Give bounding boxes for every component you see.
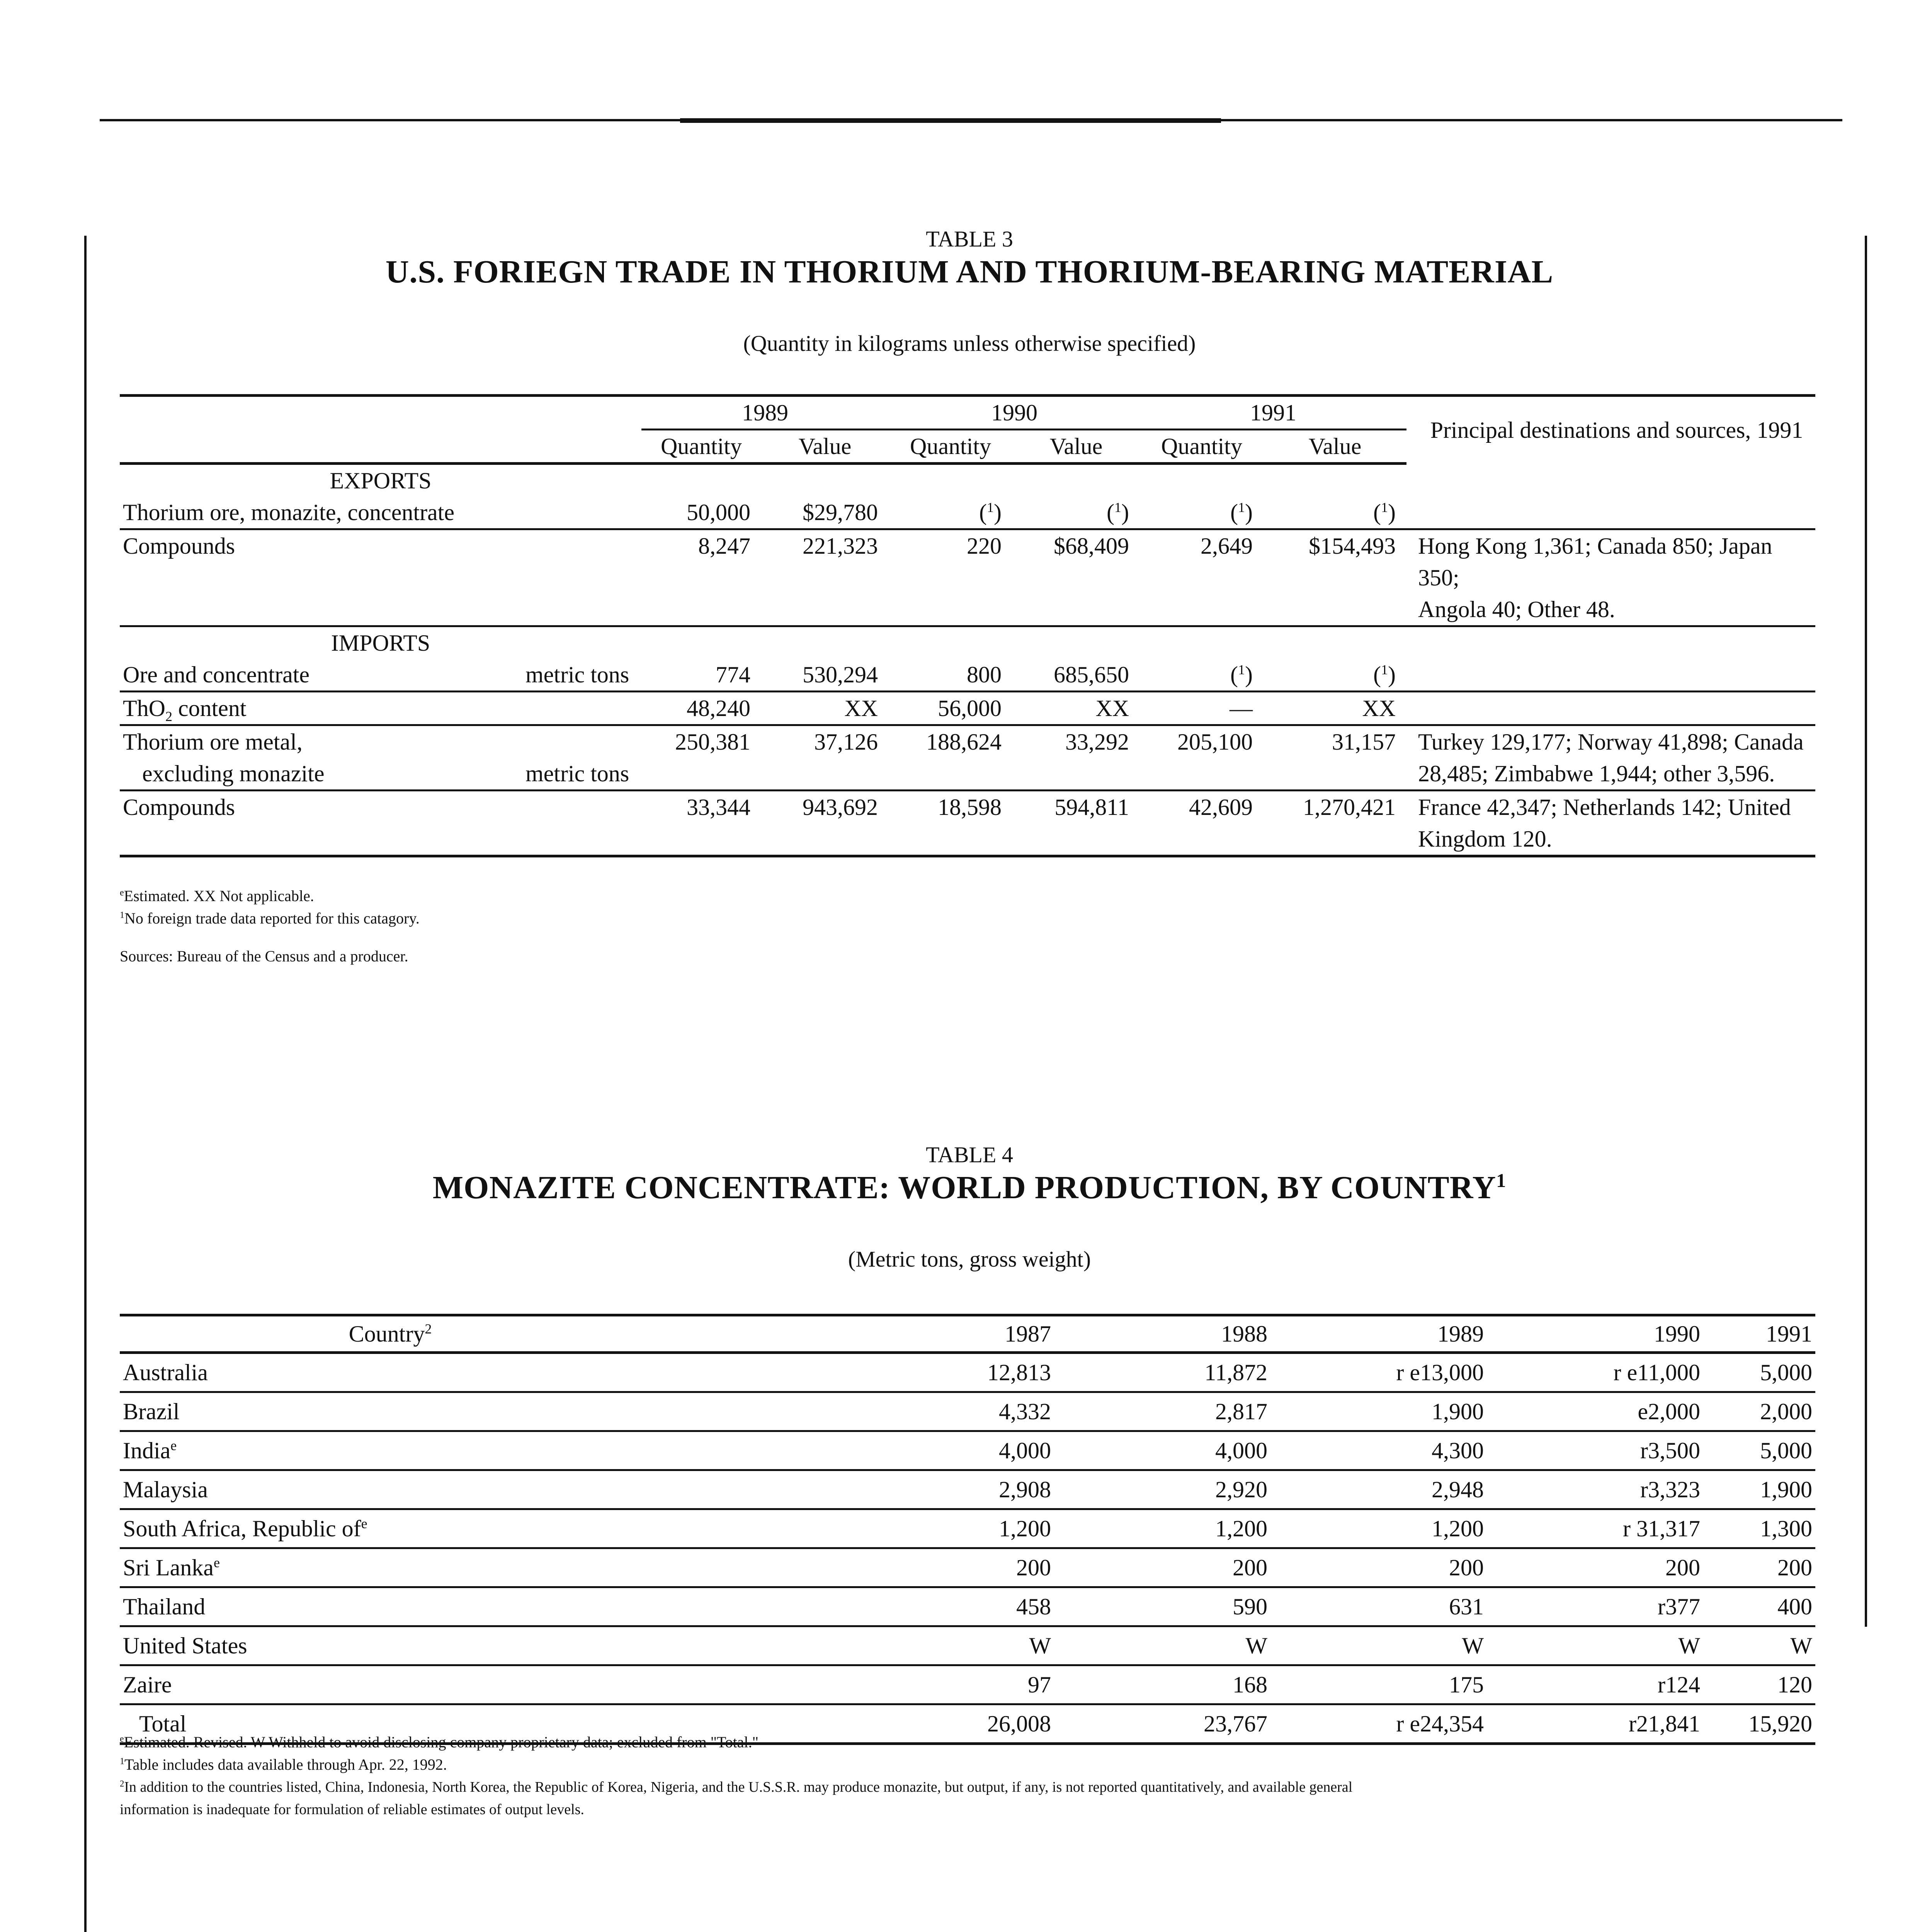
year-header: 1989	[1270, 1315, 1487, 1353]
cell: 15,920	[1703, 1704, 1815, 1744]
country-name: Thailand	[123, 1594, 206, 1619]
row-label-text: excluding monazite	[142, 761, 325, 786]
country-name: Brazil	[123, 1399, 180, 1424]
left-margin-bar	[84, 236, 87, 1932]
table-row	[120, 1587, 1815, 1626]
cell: W	[1054, 1626, 1270, 1665]
country-cell	[120, 1509, 661, 1548]
table4-body	[120, 1353, 1815, 1704]
cell: 97	[661, 1665, 1054, 1704]
cell: 37,126	[761, 725, 889, 791]
footnote-text: No foreign trade data reported for this catagory.	[124, 910, 420, 927]
country-cell	[120, 1587, 661, 1626]
dest-line: Angola 40; Other 48.	[1418, 597, 1615, 622]
footnote-ref: e	[170, 1438, 177, 1453]
cell: r3,323	[1487, 1470, 1703, 1509]
year-header: 1990	[1487, 1315, 1703, 1353]
cell: 200	[661, 1548, 1054, 1587]
quantity-header: Quantity	[889, 430, 1012, 464]
cell: 458	[661, 1587, 1054, 1626]
table-row	[120, 1548, 1815, 1587]
table-row	[120, 1626, 1815, 1665]
country-name: Sri Lanka	[123, 1555, 214, 1580]
dest-cell	[1406, 529, 1815, 626]
cell: 200	[1054, 1548, 1270, 1587]
cell: 50,000	[641, 497, 761, 529]
row-label-text: Thorium ore metal,	[123, 729, 303, 755]
table-row	[120, 529, 1815, 626]
country-name: Malaysia	[123, 1477, 208, 1502]
country-name: Australia	[123, 1360, 208, 1385]
country-name: South Africa, Republic of	[123, 1516, 361, 1541]
cell: W	[661, 1626, 1054, 1665]
cell: r124	[1487, 1665, 1703, 1704]
row-unit: metric tons	[526, 725, 641, 791]
cell: e2,000	[1487, 1392, 1703, 1431]
cell: 200	[1703, 1548, 1815, 1587]
subscript: 2	[165, 709, 172, 724]
cell: 12,813	[661, 1353, 1054, 1392]
table3-number: TABLE 3	[926, 226, 1013, 252]
table4-subtitle: (Metric tons, gross weight)	[848, 1247, 1091, 1272]
table-row	[120, 692, 1815, 725]
section-row	[120, 464, 1815, 497]
cell: 205,100	[1140, 725, 1264, 791]
section-row	[120, 626, 1815, 659]
footnote-e: $^e$Estimated. XX Not applicable.	[120, 887, 314, 905]
footnote-ref: 1	[1381, 500, 1388, 515]
table3-header-row1	[120, 396, 1815, 430]
cell: 4,000	[661, 1431, 1054, 1470]
cell: W	[1703, 1626, 1815, 1665]
footnote-text: information is inadequate for formulation of reliable estimates of output levels.	[120, 1801, 584, 1818]
country-cell	[120, 1431, 661, 1470]
footnote-text: Estimated. Revised. W Withheld to avoid disclosing company proprietary data; excluded from "Total."	[124, 1733, 759, 1751]
cell: 48,240	[641, 692, 761, 725]
cell: 631	[1270, 1587, 1487, 1626]
cell: $29,780	[761, 497, 889, 529]
row-label-text: content	[172, 696, 247, 721]
cell: —	[1140, 692, 1264, 725]
cell: 1,270,421	[1264, 791, 1406, 856]
value-header: Value	[761, 430, 889, 464]
cell: 943,692	[761, 791, 889, 856]
country-name: United States	[123, 1633, 247, 1658]
table4-number: TABLE 4	[926, 1142, 1013, 1167]
cell: XX	[761, 692, 889, 725]
cell: 2,649	[1140, 529, 1264, 626]
cell: 1,900	[1270, 1392, 1487, 1431]
cell: 31,157	[1264, 725, 1406, 791]
cell: 2,920	[1054, 1470, 1270, 1509]
footnote-ref: 1	[1238, 662, 1245, 677]
dest-line: 28,485; Zimbabwe 1,944; other 3,596.	[1418, 761, 1775, 786]
cell: 400	[1703, 1587, 1815, 1626]
year-header: 1991	[1703, 1315, 1815, 1353]
cell: 530,294	[761, 659, 889, 692]
cell: 800	[889, 659, 1012, 692]
cell: 1,200	[1270, 1509, 1487, 1548]
cell: r e11,000	[1487, 1353, 1703, 1392]
cell: 120	[1703, 1665, 1815, 1704]
table-row	[120, 791, 1815, 856]
footnote-2: $^2$In addition to the countries listed, China, Indonesia, North Korea, the Republic of Korea, Nigeria, and the U.S.S.R. may produce monazite, but output, if any, is not reported quantitatively, and available general information is inadequate for formulation of reliable estimates of output levels.	[120, 1779, 1353, 1818]
cell: 33,292	[1012, 725, 1140, 791]
cell: 33,344	[641, 791, 761, 856]
table-row	[120, 1470, 1815, 1509]
footnote-ref: e	[213, 1555, 220, 1570]
row-label: Thorium ore, monazite, concentrate	[120, 497, 641, 529]
table-row	[120, 1665, 1815, 1704]
footnote-ref: 1	[987, 500, 994, 515]
dest-header: Principal destinations and sources, 1991	[1406, 396, 1815, 464]
value-header: Value	[1264, 430, 1406, 464]
footnote-sources: Sources: Bureau of the Census and a producer.	[120, 947, 408, 965]
row-label	[120, 692, 641, 725]
footnote-text: In addition to the countries listed, China, Indonesia, North Korea, the Republic of Korea, Nigeria, and the U.S.S.R. may produce monazite, but output, if any, is not reported quantitatively, and available general	[124, 1779, 1353, 1795]
cell: 5,000	[1703, 1431, 1815, 1470]
cell: 11,872	[1054, 1353, 1270, 1392]
cell: 4,300	[1270, 1431, 1487, 1470]
cell: ($^1$)	[1264, 497, 1406, 529]
row-unit: metric tons	[526, 659, 641, 692]
footnote-e-r: $^e$Estimated. Revised. W Withheld to avoid disclosing company proprietary data; excluded from "Total."	[120, 1733, 759, 1751]
exports-label: EXPORTS	[330, 468, 432, 493]
cell: 590	[1054, 1587, 1270, 1626]
cell: W	[1487, 1626, 1703, 1665]
year-header: 1988	[1054, 1315, 1270, 1353]
cell: XX	[1012, 692, 1140, 725]
cell: 250,381	[641, 725, 761, 791]
total-label: Total	[120, 1704, 661, 1744]
cell: $68,409	[1012, 529, 1140, 626]
cell: 18,598	[889, 791, 1012, 856]
footnote-ref: 1	[1114, 500, 1122, 515]
cell: 4,332	[661, 1392, 1054, 1431]
table4-header-row	[120, 1315, 1815, 1353]
cell: 1,200	[661, 1509, 1054, 1548]
country-cell	[120, 1626, 661, 1665]
table-row	[120, 1353, 1815, 1392]
country-cell	[120, 1392, 661, 1431]
quantity-header: Quantity	[1140, 430, 1264, 464]
cell: 26,008	[661, 1704, 1054, 1744]
country-cell	[120, 1353, 661, 1392]
country-cell	[120, 1665, 661, 1704]
cell: 2,000	[1703, 1392, 1815, 1431]
dest-cell	[1406, 725, 1815, 791]
row-label: Compounds	[120, 791, 641, 856]
imports-label: IMPORTS	[331, 630, 430, 656]
cell: 8,247	[641, 529, 761, 626]
footnote-text: Table includes data available through Apr. 22, 1992.	[124, 1756, 447, 1773]
table-row	[120, 1509, 1815, 1548]
footnote-1: $^1$Table includes data available through Apr. 22, 1992.	[120, 1756, 447, 1773]
footnote-ref: 1	[1238, 500, 1245, 515]
country-name: India	[123, 1438, 171, 1463]
dest-line: France 42,347; Netherlands 142; United	[1418, 794, 1791, 820]
table3-subtitle: (Quantity in kilograms unless otherwise specified)	[743, 331, 1196, 356]
value-header: Value	[1012, 430, 1140, 464]
cell: 594,811	[1012, 791, 1140, 856]
cell: 220	[889, 529, 1012, 626]
table4-title-text: MONAZITE CONCENTRATE: WORLD PRODUCTION, BY COUNTRY	[432, 1170, 1497, 1206]
header-rule-thick	[680, 118, 1221, 123]
cell: 168	[1054, 1665, 1270, 1704]
cell: 1,300	[1703, 1509, 1815, 1548]
table-row	[120, 725, 1815, 791]
year-1989: 1989	[641, 396, 889, 430]
footnote-text: Estimated. XX Not applicable.	[124, 887, 314, 905]
row-label-text: ThO	[123, 696, 165, 721]
cell: 2,948	[1270, 1470, 1487, 1509]
table-row	[120, 659, 1815, 692]
cell: 685,650	[1012, 659, 1140, 692]
table4	[120, 1314, 1815, 1745]
year-1991: 1991	[1140, 396, 1406, 430]
cell: XX	[1264, 692, 1406, 725]
cell: 774	[641, 659, 761, 692]
dest-line: Turkey 129,177; Norway 41,898; Canada	[1418, 729, 1804, 755]
table3	[120, 394, 1815, 857]
table-row	[120, 497, 1815, 529]
cell: 221,323	[761, 529, 889, 626]
cell: 1,900	[1703, 1470, 1815, 1509]
cell: ($^1$)	[1012, 497, 1140, 529]
country-cell	[120, 1470, 661, 1509]
cell: r e13,000	[1270, 1353, 1487, 1392]
row-label: Ore and concentrate	[120, 659, 526, 692]
footnote-1: $^1$No foreign trade data reported for this catagory.	[120, 910, 420, 927]
table-row	[120, 1392, 1815, 1431]
cell: 200	[1487, 1548, 1703, 1587]
row-label	[120, 725, 526, 791]
cell: r3,500	[1487, 1431, 1703, 1470]
dest-cell	[1406, 791, 1815, 856]
cell: r21,841	[1487, 1704, 1703, 1744]
cell: W	[1270, 1626, 1487, 1665]
cell: $154,493	[1264, 529, 1406, 626]
cell: 2,817	[1054, 1392, 1270, 1431]
country-header: Country$^2$	[120, 1315, 661, 1353]
table4-title: MONAZITE CONCENTRATE: WORLD PRODUCTION, BY COUNTRY$^1$	[432, 1170, 1507, 1206]
quantity-header: Quantity	[641, 430, 761, 464]
table3-footnotes	[120, 885, 420, 968]
right-margin-bar	[1865, 236, 1867, 1627]
country-name: Zaire	[123, 1672, 172, 1697]
cell: ($^1$)	[1140, 497, 1264, 529]
cell: ($^1$)	[889, 497, 1012, 529]
dest-line: Hong Kong 1,361; Canada 850; Japan 350;	[1418, 533, 1772, 590]
country-header-text: Country	[349, 1321, 425, 1347]
cell: 56,000	[889, 692, 1012, 725]
row-label: Compounds	[120, 529, 641, 626]
cell: 23,767	[1054, 1704, 1270, 1744]
footnote-ref: e	[361, 1516, 367, 1531]
cell: 5,000	[1703, 1353, 1815, 1392]
cell: r 31,317	[1487, 1509, 1703, 1548]
table3-title: U.S. FORIEGN TRADE IN THORIUM AND THORIUM-BEARING MATERIAL	[385, 254, 1554, 290]
cell: 42,609	[1140, 791, 1264, 856]
cell: ($^1$)	[1140, 659, 1264, 692]
table4-footnotes	[120, 1731, 1820, 1821]
cell: r377	[1487, 1587, 1703, 1626]
cell: 4,000	[1054, 1431, 1270, 1470]
cell: 1,200	[1054, 1509, 1270, 1548]
footnote-ref: 1	[1381, 662, 1388, 677]
year-1990: 1990	[889, 396, 1140, 430]
cell: 188,624	[889, 725, 1012, 791]
table-row	[120, 1431, 1815, 1470]
cell: 2,908	[661, 1470, 1054, 1509]
country-cell	[120, 1548, 661, 1587]
cell: 175	[1270, 1665, 1487, 1704]
cell: 200	[1270, 1548, 1487, 1587]
cell: ($^1$)	[1264, 659, 1406, 692]
cell: r e24,354	[1270, 1704, 1487, 1744]
year-header: 1987	[661, 1315, 1054, 1353]
dest-line: Kingdom 120.	[1418, 826, 1552, 852]
